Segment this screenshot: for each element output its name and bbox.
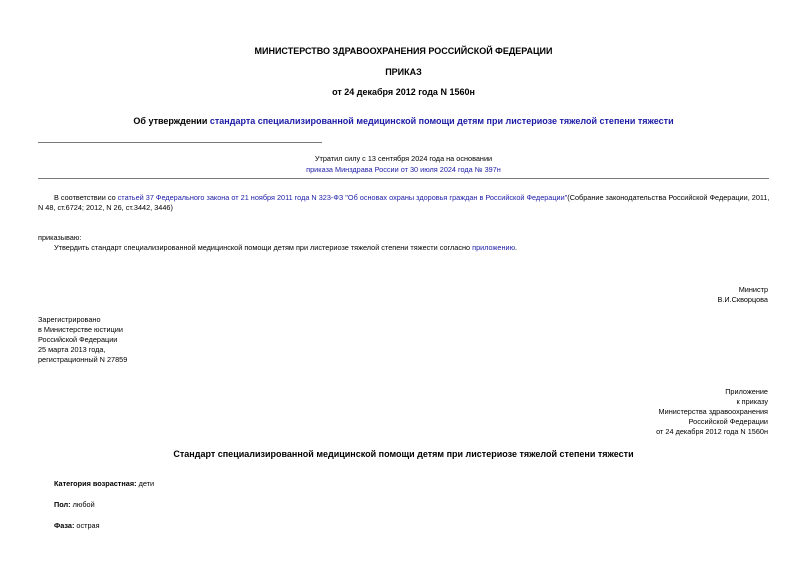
order-word: приказываю:: [38, 233, 82, 242]
signer-title: Министр: [738, 285, 768, 294]
appendix-line: к приказу: [736, 397, 768, 406]
ministry-heading: МИНИСТЕРСТВО ЗДРАВООХРАНЕНИЯ РОССИЙСКОЙ ФЕДЕРАЦИИ: [254, 46, 553, 56]
appendix-link[interactable]: приложению: [472, 243, 516, 252]
registration-block: [38, 315, 127, 365]
doc-date-number: от 24 декабря 2012 года N 1560н: [332, 87, 475, 97]
doc-type-heading: ПРИКАЗ: [385, 67, 422, 77]
divider-bottom: [38, 178, 769, 179]
appendix-line: Министерства здравоохранения: [658, 407, 768, 416]
repeal-order-link[interactable]: приказа Минздрава России от 30 июля 2024 года № 397н: [306, 165, 501, 174]
field-label: Фаза:: [54, 521, 75, 530]
field-phase: [54, 521, 100, 531]
approve-paragraph: [54, 243, 517, 253]
federal-law-link[interactable]: статьей 37 Федерального закона от 21 ноября 2011 года N 323-ФЗ "Об основах охраны здоровья граждан в Российской Федерации": [117, 193, 568, 202]
registration-line: Российской Федерации: [38, 335, 118, 344]
appendix-line: Российской Федерации: [688, 417, 768, 426]
signer-name: В.И.Скворцова: [717, 295, 768, 304]
standard-title: Стандарт специализированной медицинской помощи детям при листериозе тяжелой степени тяжести: [173, 449, 634, 459]
legal-basis-line2: N 48, ст.6724; 2012, N 26, ст.3442, 3446): [38, 203, 173, 212]
registration-line: 25 марта 2013 года,: [38, 345, 106, 354]
divider-top: [38, 142, 322, 143]
legal-basis-paragraph: [54, 193, 774, 203]
field-value: любой: [70, 500, 95, 509]
registration-line: Зарегистрировано: [38, 315, 101, 324]
legal-basis-prefix: В соответствии со: [54, 193, 118, 202]
field-sex: [54, 500, 95, 510]
approve-text: Утвердить стандарт специализированной медицинской помощи детям при листериозе тяжелой степени тяжести согласно: [54, 243, 473, 252]
appendix-block: [656, 387, 768, 437]
appendix-line: Приложение: [725, 387, 768, 396]
field-value: острая: [74, 521, 100, 530]
field-value: дети: [136, 479, 155, 488]
field-age-category: [54, 479, 154, 489]
field-label: Пол:: [54, 500, 71, 509]
standard-link[interactable]: стандарта специализированной медицинской помощи детям при листериозе тяжелой степени тяжести: [209, 116, 674, 126]
doc-subject: [0, 116, 807, 126]
registration-line: регистрационный N 27859: [38, 355, 128, 364]
appendix-line: от 24 декабря 2012 года N 1560н: [656, 427, 768, 436]
field-label: Категория возрастная:: [54, 479, 137, 488]
doc-subject-prefix: Об утверждении: [133, 116, 210, 126]
approve-suffix: .: [515, 243, 518, 252]
registration-line: в Министерстве юстиции: [38, 325, 123, 334]
legal-basis-suffix: (Собрание законодательства Российской Федерации, 2011,: [567, 193, 770, 202]
repeal-notice-line1: Утратил силу с 13 сентября 2024 года на основании: [314, 154, 493, 163]
